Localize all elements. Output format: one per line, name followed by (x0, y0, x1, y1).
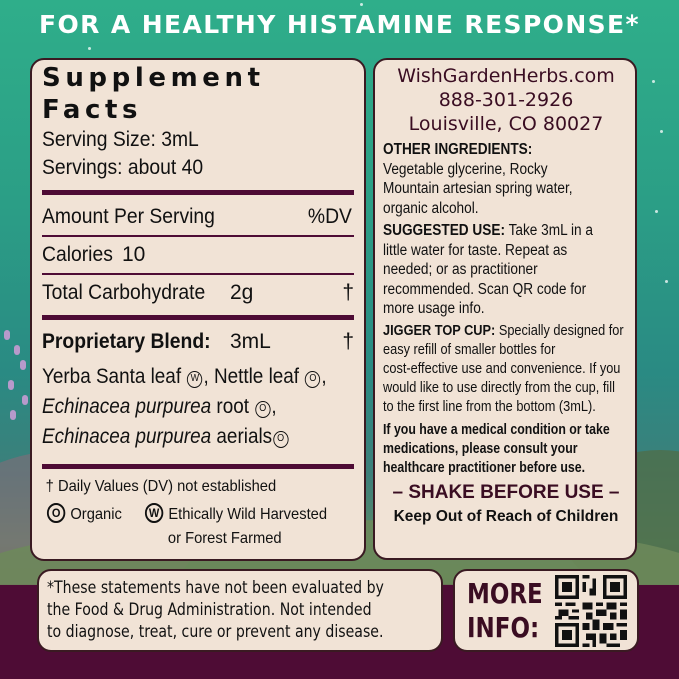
punctuation: , (321, 365, 327, 388)
info-panel (373, 58, 637, 560)
jigger-cup-section (383, 322, 629, 417)
fda-disclaimer-panel (37, 569, 443, 652)
sparkle-decoration (360, 3, 363, 6)
text-line: Mountain artesian spring water, (383, 180, 573, 197)
ingredient-yerba-santa: Yerba Santa leaf (42, 365, 182, 388)
keep-out-of-reach: Keep Out of Reach of Children (393, 507, 619, 525)
legend-wild-label-line2: or Forest Farmed (167, 530, 282, 547)
ingredient-line (42, 392, 323, 422)
suggested-use-section (383, 221, 629, 319)
ingredient-echinacea-latin: Echinacea purpurea (42, 395, 212, 418)
section-heading: SUGGESTED USE: (383, 222, 506, 239)
disclaimer-line: the Food & Drug Administration. Not intended (47, 600, 372, 620)
organic-icon: O (47, 503, 65, 523)
legend-wild-harvested (144, 503, 327, 551)
nutrient-dv: † (342, 281, 354, 304)
nutrient-amount: 2g (230, 281, 254, 304)
phone-number: 888-301-2926 (438, 89, 574, 111)
blend-label: Proprietary Blend: (42, 330, 211, 353)
ingredient-part: aerials (211, 425, 273, 448)
divider-thick (42, 190, 354, 195)
serving-size: Serving Size: 3mL (42, 128, 199, 151)
ingredient-line (42, 362, 327, 392)
text-line: little water for taste. Repeat as (383, 241, 568, 259)
text-line: healthcare practitioner before use. (383, 459, 586, 476)
organic-icon: O (305, 371, 320, 388)
text-line: would like to use directly from the cup, fill (383, 379, 615, 396)
text-line: needed; or as practitioner (383, 261, 538, 278)
divider-thick (42, 315, 354, 320)
blend-amount: 3mL (230, 330, 271, 353)
sparkle-decoration (660, 130, 663, 133)
text-line: Vegetable glycerine, Rocky (383, 160, 548, 178)
legend-organic (46, 503, 122, 524)
nutrient-label: Calories (42, 243, 113, 266)
flower-decoration (22, 395, 28, 405)
ingredient-nettle: , Nettle leaf (203, 365, 300, 388)
dv-header: %DV (308, 205, 353, 228)
amount-header-row (42, 201, 354, 233)
organic-icon: O (273, 431, 288, 448)
sparkle-decoration (88, 47, 91, 50)
wild-harvested-icon: W (145, 503, 163, 523)
nutrient-amount: 10 (122, 243, 146, 266)
text-line: If you have a medical condition or take (383, 421, 610, 438)
section-heading: JIGGER TOP CUP: (383, 322, 496, 339)
text-line: Take 3mL in a (505, 222, 593, 239)
divider-thin (42, 235, 354, 237)
organic-icon: O (255, 401, 270, 418)
supplement-facts-title: Supplement Facts (42, 63, 265, 125)
text-line: Specially designed for (495, 322, 624, 339)
more-info-panel (453, 569, 639, 652)
more-info-label (467, 577, 543, 645)
legend-organic-label: Organic (70, 506, 122, 523)
servings-per-container: Servings: about 40 (42, 156, 204, 179)
address: Louisville, CO 80027 (408, 113, 604, 135)
sparkle-decoration (655, 210, 658, 213)
flower-decoration (8, 380, 14, 390)
punctuation: , (271, 395, 277, 418)
certification-legend (42, 503, 354, 555)
disclaimer-line: *These statements have not been evaluated by (47, 578, 384, 598)
other-ingredients-section (383, 140, 629, 218)
amount-per-serving-label: Amount Per Serving (42, 205, 215, 228)
text-line: to the first line from the bottom (3mL). (383, 398, 596, 415)
text-line: organic alcohol. (383, 199, 479, 217)
headline: FOR A HEALTHY HISTAMINE RESPONSE* (38, 10, 641, 39)
ingredient-line (42, 422, 323, 452)
more-info-line1: MORE (467, 577, 543, 610)
text-line: cost-effective use and convenience. If you (383, 360, 621, 377)
more-info-line2: INFO: (467, 611, 540, 644)
nutrient-label: Total Carbohydrate (42, 281, 206, 304)
ingredient-echinacea-latin: Echinacea purpurea (42, 425, 212, 448)
nutrient-row-carbohydrate (42, 277, 354, 309)
nutrient-row-calories (42, 239, 354, 271)
medical-warning (383, 421, 629, 478)
text-line: recommended. Scan QR code for (383, 280, 587, 298)
supplement-facts-panel (30, 58, 366, 561)
text-line: more usage info. (383, 300, 485, 317)
legend-wild-label: Ethically Wild Harvested (168, 506, 328, 523)
qr-code-icon[interactable] (555, 575, 627, 647)
flower-decoration (10, 410, 16, 420)
divider-thick (42, 464, 354, 469)
blend-row (42, 326, 354, 358)
text-line: medications, please consult your (383, 440, 578, 457)
sparkle-decoration (665, 280, 668, 283)
website-link[interactable]: WishGardenHerbs.com (397, 65, 615, 87)
flower-decoration (4, 330, 10, 340)
text-line: easy refill of smaller bottles for (383, 341, 556, 358)
dv-footnote: † Daily Values (DV) not established (45, 478, 277, 495)
blend-dv: † (342, 330, 354, 353)
flower-decoration (14, 345, 20, 355)
ingredient-part: root (211, 395, 249, 418)
flower-decoration (20, 360, 26, 370)
section-heading: OTHER INGREDIENTS: (383, 141, 533, 158)
wild-harvested-icon: W (187, 371, 202, 388)
sparkle-decoration (652, 80, 655, 83)
divider-thin (42, 273, 354, 275)
disclaimer-line: to diagnose, treat, cure or prevent any disease. (47, 622, 384, 642)
shake-before-use: – SHAKE BEFORE USE – (392, 481, 620, 503)
